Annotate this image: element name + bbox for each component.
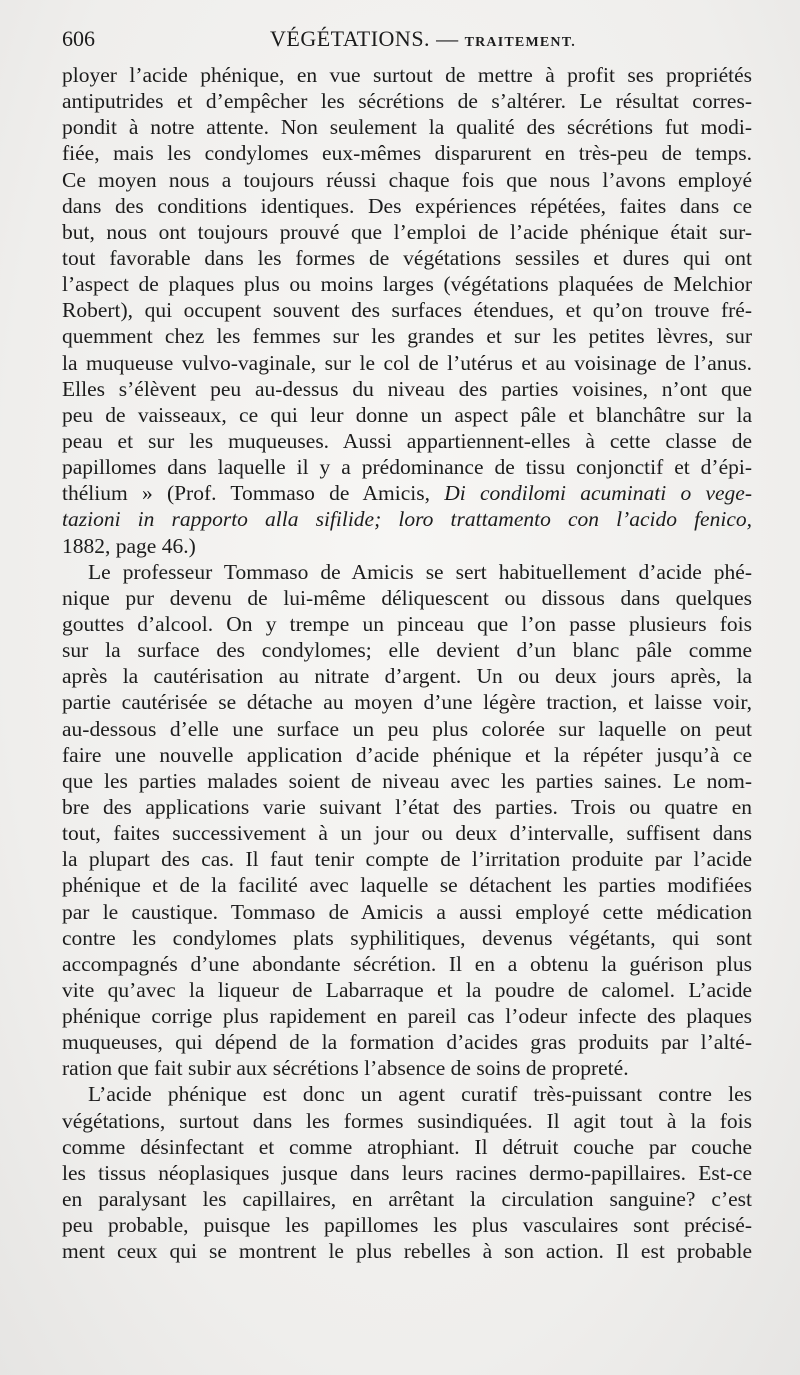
running-title xyxy=(270,26,576,52)
text-line xyxy=(62,376,752,402)
text-line xyxy=(62,768,752,794)
line-text: que les parties malades soient de niveau avec les parties saines. Le nom- xyxy=(62,768,752,793)
text-line xyxy=(62,925,752,951)
line-text: ment ceux qui se montrent le plus rebelles à son action. Il est probable xyxy=(62,1239,752,1264)
text-line xyxy=(62,1160,752,1186)
text-line xyxy=(62,480,752,506)
page-number: 606 xyxy=(62,26,95,51)
line-text: Le professeur Tommaso de Amicis se sert habituellement d’acide phé- xyxy=(88,559,752,584)
text-line xyxy=(62,951,752,977)
line-text: par le caustique. Tommaso de Amicis a aussi employé cette médication xyxy=(62,899,752,924)
text-line xyxy=(62,140,752,166)
line-text: muqueuses, qui dépend de la formation d’acides gras produits par l’alté- xyxy=(62,1030,752,1055)
text-line xyxy=(62,88,752,114)
line-text: fiée, mais les condylomes eux-mêmes disparurent en très-peu de temps. xyxy=(62,141,752,166)
line-text: Elles s’élèvent peu au-dessus du niveau des parties voisines, n’ont que xyxy=(62,376,752,401)
line-text: gouttes d’alcool. On y trempe un pinceau que l’on passe plusieurs fois xyxy=(62,611,752,636)
section-subtitle: TRAITEMENT. xyxy=(464,35,576,50)
text-line xyxy=(62,1186,752,1212)
text-line xyxy=(62,1108,752,1134)
line-text: les tissus néoplasiques jusque dans leurs racines dermo-papillaires. Est-ce xyxy=(62,1160,752,1185)
text-line xyxy=(62,114,752,140)
italic-citation: Di condilomi acuminati o vege- xyxy=(444,481,752,506)
text-line xyxy=(62,533,752,559)
text-line xyxy=(62,297,752,323)
line-text: tout, faites successivement à un jour ou deux d’intervalle, suffisent dans xyxy=(62,821,752,846)
line-text: en paralysant les capillaires, en arrêtant la circulation sanguine? c’est xyxy=(62,1187,752,1212)
line-text: quemment chez les femmes sur les grandes et sur les petites lèvres, sur xyxy=(62,324,752,349)
line-text: ration que fait subir aux sécrétions l’absence de soins de propreté. xyxy=(62,1056,629,1081)
line-text: peu probable, puisque les papillomes les plus vasculaires sont précisé- xyxy=(62,1213,752,1238)
line-text: végétations, surtout dans les formes susindiquées. Il agit tout à la fois xyxy=(62,1108,752,1133)
line-text: partie cautérisée se détache au moyen d’une légère traction, et laisse voir, xyxy=(62,690,752,715)
text-line xyxy=(62,402,752,428)
text-line xyxy=(62,1081,752,1107)
text-line xyxy=(62,663,752,689)
line-text: papillomes dans laquelle il y a prédominance de tissu conjonctif et d’épi- xyxy=(62,455,752,480)
text-line xyxy=(62,271,752,297)
line-text: peau et sur les muqueuses. Aussi appartiennent-elles à cette classe de xyxy=(62,428,752,453)
text-line xyxy=(62,899,752,925)
line-text: sur la surface des condylomes; elle devient d’un blanc pâle comme xyxy=(62,638,752,663)
text-line xyxy=(62,1029,752,1055)
text-line xyxy=(62,506,752,532)
line-text: faire une nouvelle application d’acide phénique et la répéter jusqu’à ce xyxy=(62,742,752,767)
text-line xyxy=(62,611,752,637)
text-line xyxy=(62,1134,752,1160)
text-line xyxy=(62,323,752,349)
line-text: nique pur devenu de lui-même déliquescent ou dissous dans quelques xyxy=(62,585,752,610)
line-text: antiputrides et d’empêcher les sécrétions de s’altérer. Le résultat corres- xyxy=(62,89,752,114)
text-line xyxy=(62,1055,752,1081)
text-line xyxy=(62,872,752,898)
text-line xyxy=(62,742,752,768)
text-line xyxy=(62,1238,752,1264)
text-line xyxy=(62,193,752,219)
line-text: but, nous ont toujours prouvé que l’emploi de l’acide phénique était sur- xyxy=(62,219,752,244)
line-text: dans des conditions identiques. Des expériences répétées, faites dans ce xyxy=(62,193,752,218)
text-line xyxy=(62,219,752,245)
line-text: la muqueuse vulvo-vaginale, sur le col de l’utérus et au voisinage de l’anus. xyxy=(62,350,752,375)
line-text: Robert), qui occupent souvent des surfaces étendues, et qu’on trouve fré- xyxy=(62,298,752,323)
text-line xyxy=(62,559,752,585)
text-line xyxy=(62,350,752,376)
line-text: ployer l’acide phénique, en vue surtout de mettre à profit ses propriétés xyxy=(62,63,752,87)
line-text: pondit à notre attente. Non seulement la qualité des sécrétions fut modi- xyxy=(62,115,752,140)
line-text: comme désinfectant et comme atrophiant. Il détruit couche par couche xyxy=(62,1134,752,1159)
text-line xyxy=(62,716,752,742)
chapter-title: VÉGÉTATIONS. xyxy=(270,26,431,51)
text-line xyxy=(62,428,752,454)
line-text: vite qu’avec la liqueur de Labarraque et la poudre de calomel. L’acide xyxy=(62,977,752,1002)
line-text: L’acide phénique est donc un agent curatif très-puissant contre les xyxy=(88,1082,752,1107)
line-text: phénique et de la facilité avec laquelle se détachent les parties modifiées xyxy=(62,873,752,898)
line-text: contre les condylomes plats syphilitiques, devenus végétants, qui sont xyxy=(62,925,752,950)
line-text: la plupart des cas. Il faut tenir compte de l’irritation produite par l’acide xyxy=(62,847,752,872)
line-text: Ce moyen nous a toujours réussi chaque fois que nous l’avons employé xyxy=(62,167,752,192)
line-text: 1882, page 46.) xyxy=(62,533,196,558)
text-line xyxy=(62,846,752,872)
body-text xyxy=(62,62,752,1264)
text-line xyxy=(62,1212,752,1238)
running-head xyxy=(62,26,752,56)
italic-citation: tazioni in rapporto alla sifilide; loro trattamento con l’acido fenico, xyxy=(62,507,752,532)
line-text: peu de vaisseaux, ce qui leur donne un aspect pâle et blanchâtre sur la xyxy=(62,402,752,427)
line-text: phénique corrige plus rapidement en pareil cas l’odeur infecte des plaques xyxy=(62,1004,752,1029)
line-text: bre des applications varie suivant l’état des parties. Trois ou quatre en xyxy=(62,794,752,819)
text-line xyxy=(62,1003,752,1029)
text-line xyxy=(62,689,752,715)
text-line xyxy=(62,585,752,611)
title-separator: — xyxy=(436,26,459,51)
text-line xyxy=(62,820,752,846)
line-text: au-dessous d’elle une surface un peu plus colorée sur laquelle on peut xyxy=(62,716,752,741)
line-text: l’aspect de plaques plus ou moins larges (végétations plaquées de Melchior xyxy=(62,272,752,297)
text-line xyxy=(62,637,752,663)
text-line xyxy=(62,454,752,480)
text-line xyxy=(62,62,752,88)
line-text: tout favorable dans les formes de végétations sessiles et dures qui ont xyxy=(62,245,752,270)
line-text: thélium » (Prof. Tommaso de Amicis, xyxy=(62,481,445,506)
text-line xyxy=(62,794,752,820)
text-line xyxy=(62,167,752,193)
line-text: après la cautérisation au nitrate d’argent. Un ou deux jours après, la xyxy=(62,664,752,689)
text-line xyxy=(62,977,752,1003)
text-line xyxy=(62,245,752,271)
line-text: accompagnés d’une abondante sécrétion. Il en a obtenu la guérison plus xyxy=(62,951,752,976)
